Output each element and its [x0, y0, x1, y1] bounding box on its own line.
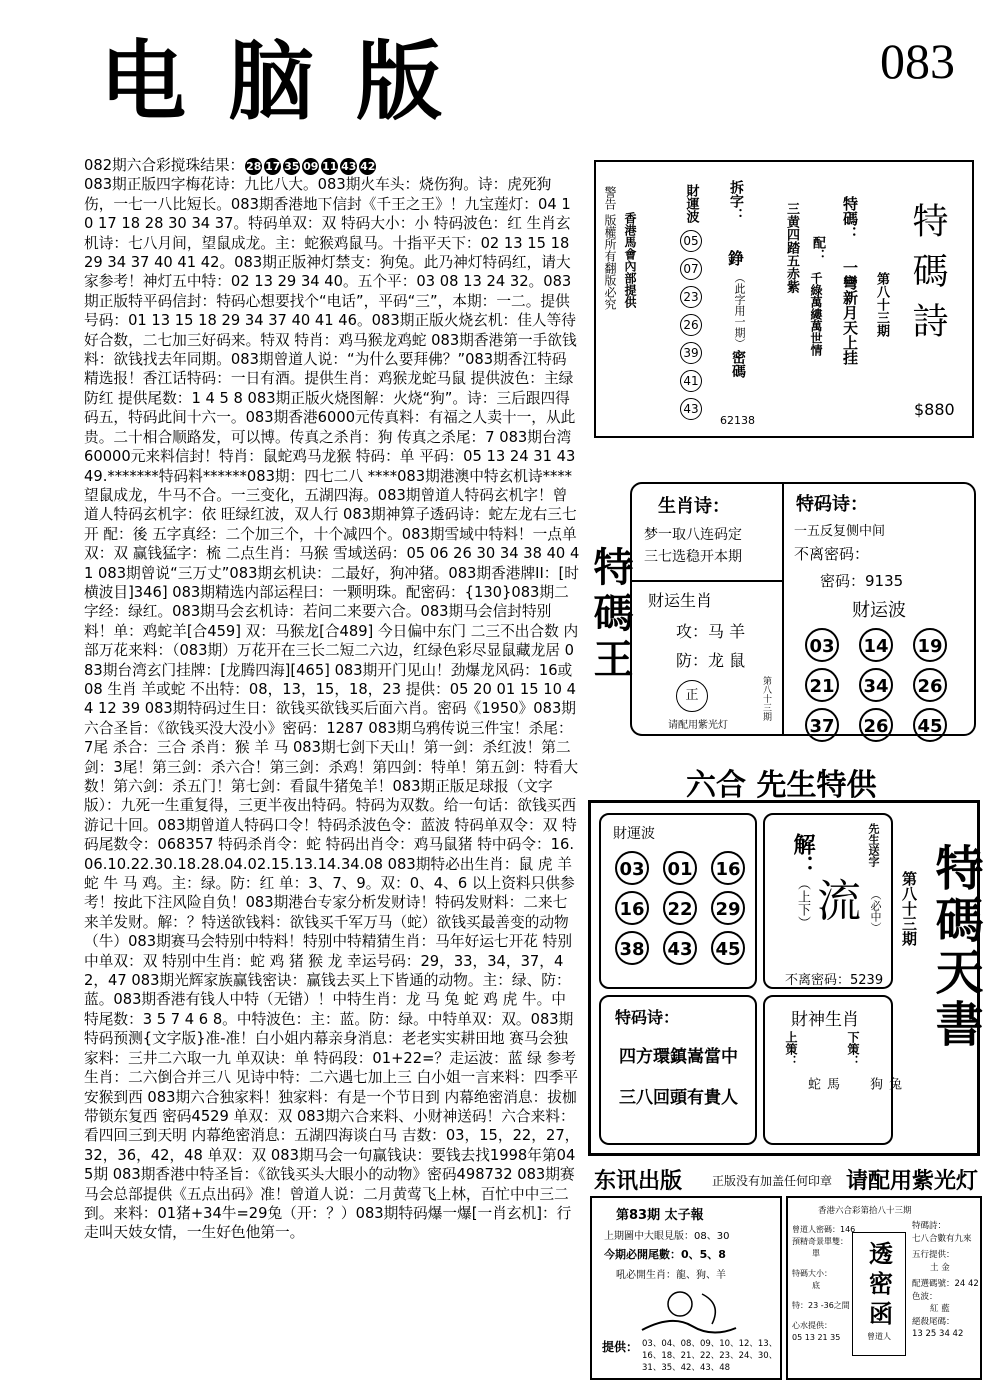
tema-label: 特碼： [841, 196, 859, 241]
cs-title: 財神生肖 [791, 1010, 859, 1030]
chai-label: 拆字： [728, 180, 744, 222]
tou-l3v: 底 [812, 1281, 820, 1290]
chai-note: （此字用一期） [733, 272, 746, 349]
tou-r4: 配選碼號：24 42 [912, 1279, 979, 1289]
pei-verse2: 三黄四踏五赤紫 [784, 202, 799, 293]
tou-r3: 五行提供： [912, 1250, 955, 1260]
tm-code: 密码：9135 [820, 572, 904, 590]
tm-poem-line2: 不离密码： [794, 545, 870, 563]
taizi-provide: 提供： [602, 1340, 639, 1354]
wave-ball: 05 [680, 230, 702, 252]
wave-ball: 22 [663, 891, 697, 925]
special-wave-panel [599, 813, 757, 989]
wave-ball: 43 [663, 931, 697, 965]
wave-ball: 41 [680, 370, 702, 392]
tm-poem-panel [784, 484, 974, 596]
cs-up-label: 上策： [784, 1031, 798, 1067]
tou-center-panel [852, 1232, 906, 1356]
xs-word-panel [763, 813, 893, 989]
taizi-line2: 今期必開尾數：0、5、8 [604, 1248, 726, 1261]
special-code: 不离密码：5239 [785, 973, 884, 988]
tou-l3: 特碼大小： [792, 1269, 832, 1278]
wave-ball: 45 [711, 931, 745, 965]
tou-r1: 特碼詩： [912, 1221, 947, 1231]
sx-poem-line1: 梦一取八连码定 [644, 527, 742, 543]
result-ball: 42 [360, 160, 376, 173]
wave-ball: 23 [680, 286, 702, 308]
tianshu-title: 特碼天書 [927, 843, 983, 1051]
wave-ball: 38 [615, 931, 649, 965]
special-heading: 六合 先生特供 [686, 768, 877, 803]
main-body-text: 083期正版四字梅花诗：九比八大。083期火车头：烧伤狗。诗：虎死狗伤，一七一八比短长。083期香港地下信封《千王之王》！九宝莲灯：04 10 17 18 28 30 34 37。特码单双：双 特码大小：小 特码波色：红 生肖玄机诗：七八月间，望鼠成龙。主：蛇猴鸡鼠马。十指平天下：02 13 15 18 29 34 37 40 41 42。083期正版神灯禁支：狗兔。此乃神灯特码红，请大家参考！神灯五中特：02 13 29 34 40。五个平：03 08 13 24 32。083期正版特平码信封：特码心想要找个“电话”，平码“三”，本期：一二。提供号码：01 13 15 18 29 34 37 40 41 46。083期正版火烧玄机：佳人等待好合数，二七加三好码来。特双 特肖：鸡马猴龙鸡蛇 083期香港第一手欲钱料：欲钱找去年同期。083期曾道人说：“为什么要拜佛？”083期香江特码精选报！香江话特码：一日有酒。提供生肖：鸡猴龙蛇马鼠 提供波色：主绿防红 提供尾数：1 4 5 8 083期正版火烧图解：火烧“狗”。诗：三后跟四得码五，特码此间十六一。083期香港6000元传真料：有福之人卖十一，从此贵。二十相合顺路发，可以博。传真之杀肖：狗 传真之杀尾：7 083期台湾60000元来料信封！特肖：鼠蛇鸡马龙猴 特码：单 平码：05 13 24 31 43 49.*******特码料******083期：四七二八 ****083期港澳中特玄机诗****望鼠成龙，牛马不合。一三变化，五湖四海。083期曾道人特码玄机字！曾道人特码玄机字：依 旺绿红波，双人行 083期神算子透码诗：蛇左龙右三七开 配：後 五字真经：二个加三个，十个减四个。083期雪域中特料！一点单双：双 赢钱猛字：梳 二点生肖：马猴 雪域送码：05 06 26 30 34 38 40 41 083期曾说“三万丈”083期玄机诀：二最好，狗冲猪。083期香港牌II：[时横波目]346] 083期精选内部运程曰：一颗明珠。配密码：{130}083期二字经：绿红。083期马会玄机诗：若问二来要六合。083期马会信封特别料！单：鸡蛇羊[合459] 双：马猴龙[合489] 今日偏中东门 二三不出合数 内部万花来料：（083期）万花开在三长二短二六边，红绿色彩尽显鼠藏龙居 083期台湾玄门挂牌：[龙腾四海][465] 083期开门见山！劲爆龙风码：16或08 生肖 羊或蛇 不出特：08，13，15，18，23 提供：05 20 01 15 10 44 12 39 083期特码过生日：欲钱买欲钱买后面六肖。密码《1950》083期六合圣旨：《欲钱买没大没小》密码：1287 083期乌鸦传说三件宝！杀尾：7尾 杀合：三合 杀肖：猴 羊 马 083期七剑下天山！第一剑：杀红波！第二剑：3尾！第三剑：杀六合！第三剑：杀鸡！第四剑：特单！第五剑：特看大数！第六剑：杀五门！第七剑：看鼠牛猪兔羊！083期正版足球报（文字版）：九死一生重复得，三更半夜出特码。特码为双数。给一句话：欲钱买西游记十回。083期曾道人特码口令！特码杀波色令：蓝波 特码单双令：双 特码尾数令：068357 特码杀肖令：蛇 特码出肖令：鸡马鼠猪 特中码令：16.06.10.22.30.18.28.04.02.15.13.14.34.08 083期特必出生肖：鼠 虎 羊 蛇 牛 马 鸡。主：绿。防：红 单：3、7、9。双：0、4、6 以上资料只供参考！按此下注风险自负！083期港台专家分析发财诗！特码发财料：二来七来羊发财。解：？特送欲钱料：欲钱买千军万马（蛇）欲钱买最善变的动物（牛）083期赛马会特别中特料！特别中特精猜生肖：马年好运七开花 特别中单双：双 特别中生肖：蛇 鸡 猪 猴 龙 幸运号码：29，33，34，37，42，47 083期光辉家族赢钱密诀：赢钱去买上下皆通的动物。主：绿、防：蓝。083期香港有钱人中特（无错）！中特生肖：龙 马 兔 蛇 鸡 虎 牛。中特尾数：3 5 7 4 6 8。中特波色：主：蓝。防：绿。中特单双：双。083期特码预测{文字版}准-准！白小姐内幕亲身消息：老老实实耕田地 赛马会独家料：三井二六取一九 单双诀：单 特码段：01+22=？走运波：蓝 绿 参考生肖：二六倒合并三八 见诗中特：二六遇七加上三 白小姐一言来料：四季平安猴到西 083期六合独家料！独家料：有是一个节日到 内幕绝密消息：拔枷带锁东复西 密码4529 单双：双 083期六合来料、小财神送码！六合来料：看四回三到天明 内幕绝密消息：五湖四海谈白马 吉数：03，15，22，27，32，36，42，48 单双：双 083期马会一句赢钱诀：要钱去找1998年第045期 083期香港中特圣旨：《欲钱买头大眼小的动物》密码498732 083期赛马会总部提供《五点出码》准！曾道人说：二月黄莺飞上林，百忙中中三二到。来料：01猪+34牛=29兔（开：？）083期特码爆一爆[一肖玄机]：行走叫天妓女情，一生好色他第一。 [84, 176, 580, 1242]
main-text-column [84, 156, 580, 1243]
chai-char: 錚 [728, 249, 745, 268]
luck-sx-panel [632, 580, 784, 736]
poem-warning: 警告 版權所有翻版必究 [603, 186, 617, 310]
xs-label: 先生送字 [867, 823, 880, 867]
cs-up-vals: 馬 蛇 [805, 1077, 839, 1106]
footer-notice: 正版没有加盖任何印章 [712, 1174, 833, 1188]
tou-r6v: 13 25 34 42 [912, 1329, 964, 1339]
wave-ball: 45 [913, 708, 947, 742]
tianshu-issue: 第八十三期 [900, 871, 918, 946]
tou-r5: 色波： [912, 1291, 938, 1302]
wave-ball: 03 [615, 851, 649, 885]
wave-ball: 01 [663, 851, 697, 885]
wave-ball: 16 [615, 891, 649, 925]
taizi-illustration [632, 1284, 742, 1338]
pei-label: 配： [810, 236, 825, 262]
tou-center-sub: 曾道人 [867, 1332, 891, 1341]
wave-title: 财运波 [852, 600, 906, 621]
wave-ball: 26 [680, 314, 702, 336]
king-box [630, 482, 976, 736]
wave-ball: 19 [913, 628, 947, 662]
tou-l1: 曾道人密碼：146 [792, 1225, 856, 1234]
poem-price: $880 [914, 400, 955, 419]
poem-issue: 第八十三期 [874, 272, 889, 337]
tou-title: 香港六合彩第拾八十三期 [818, 1206, 912, 1216]
tou-l2v: 單 [812, 1249, 820, 1258]
taizi-nums: 03、04、08、09、10、12、13、16、18、21、22、23、24、30、31、35、42、43、48 [642, 1339, 778, 1373]
taizi-box [590, 1196, 782, 1380]
wave-ball: 37 [805, 708, 839, 742]
poem-wave-label: 財運波 [683, 184, 699, 223]
wave-ball: 14 [859, 628, 893, 662]
wave-ball: 43 [680, 398, 702, 420]
tou-right [912, 1220, 982, 1341]
taizi-line3: 吼必開生肖：龍、狗、羊 [616, 1270, 726, 1281]
luck-sx-title: 财运生肖 [648, 591, 713, 610]
king-uv-note: 请配用紫光灯 [668, 720, 728, 731]
wave-ball: 21 [805, 668, 839, 702]
wave-ball: 03 [805, 628, 839, 662]
poem-wave-column [674, 184, 708, 423]
poem-box [594, 160, 974, 438]
tou-l5v: 05 13 21 35 [792, 1333, 841, 1342]
stamp-seal: 正 [676, 680, 708, 712]
taizi-line1: 上期圖中大眼見版：08、30 [604, 1231, 730, 1242]
luck-defend: 防：龙 鼠 [676, 651, 746, 670]
result-ball: 28 [246, 160, 262, 173]
result-ball: 43 [341, 160, 357, 173]
sx-poem-line2: 三七选稳开本期 [644, 549, 742, 565]
footer-uv: 请配用紫光灯 [846, 1169, 979, 1194]
luck-attack: 攻：马 羊 [676, 622, 746, 641]
publisher: 东讯出版 [594, 1169, 683, 1194]
result-ball: 35 [284, 160, 300, 173]
tou-center: 透密函 [864, 1241, 894, 1331]
poem-title: 特碼詩 [907, 202, 948, 352]
special-poem-label: 特码诗： [615, 1008, 680, 1027]
special-poem-panel [599, 995, 757, 1145]
wave-ball: 16 [711, 851, 745, 885]
wave-ball: 26 [913, 668, 947, 702]
king-issue: 第八十三期 [761, 676, 771, 721]
wave-ball: 34 [859, 668, 893, 702]
tou-l4: 特：23 -36之間 [792, 1301, 850, 1310]
tou-box [786, 1196, 982, 1380]
sx-poem-title: 生肖诗： [658, 496, 730, 517]
special-box [588, 800, 983, 1156]
balls-intro: 082期六合彩搅珠结果： [84, 157, 245, 174]
cs-down-label: 下策： [846, 1031, 860, 1067]
poem-side-label: 香港馬會內部提供 [623, 212, 637, 308]
tou-l5: 心水提供： [792, 1321, 832, 1330]
page-title: 电脑版 [100, 31, 484, 132]
tema-verse: 一彎新月天上挂 [841, 260, 859, 365]
chai-code: 密碼 [730, 350, 746, 378]
jie-label: 解： [790, 833, 815, 877]
tou-r2: 七八合數有九來 [912, 1233, 972, 1244]
result-ball: 11 [322, 160, 338, 173]
result-ball: 17 [265, 160, 281, 173]
poem-code: 62138 [720, 414, 755, 427]
tou-l2: 預精奇景單雙： [792, 1237, 848, 1246]
tm-poem-line1: 一五反复侧中间 [794, 524, 886, 539]
wave-ball: 39 [680, 342, 702, 364]
wave-panel [784, 596, 974, 742]
tou-r5v: 紅 藍 [930, 1304, 950, 1314]
tou-r3v: 土 金 [930, 1262, 950, 1273]
special-poem-line2: 三八回頭有貴人 [619, 1088, 738, 1108]
tou-r6: 絕殺尾碼： [912, 1316, 955, 1327]
wave-ball: 07 [680, 258, 702, 280]
wave-ball: 29 [711, 891, 745, 925]
tm-poem-title: 特码诗： [796, 494, 868, 515]
cs-panel [763, 995, 901, 1145]
special-poem-line1: 四方環鎮嵩當中 [619, 1047, 738, 1067]
cs-down-vals: 兔 狗 [867, 1077, 901, 1106]
issue-number: 083 [880, 33, 955, 89]
king-side-title: 特碼王 [587, 546, 634, 684]
special-wave-label: 財運波 [613, 826, 655, 842]
liu-char: 流 [817, 876, 861, 927]
taizi-title: 第83期 太子報 [616, 1208, 704, 1223]
xs-note: （必中） [869, 889, 882, 933]
updown-label: （上下） [795, 877, 810, 929]
wave-ball: 26 [859, 708, 893, 742]
result-ball: 09 [303, 160, 319, 173]
pei-verse: 千綠萬縷萬世情 [809, 272, 823, 356]
sx-poem-panel [632, 484, 784, 582]
